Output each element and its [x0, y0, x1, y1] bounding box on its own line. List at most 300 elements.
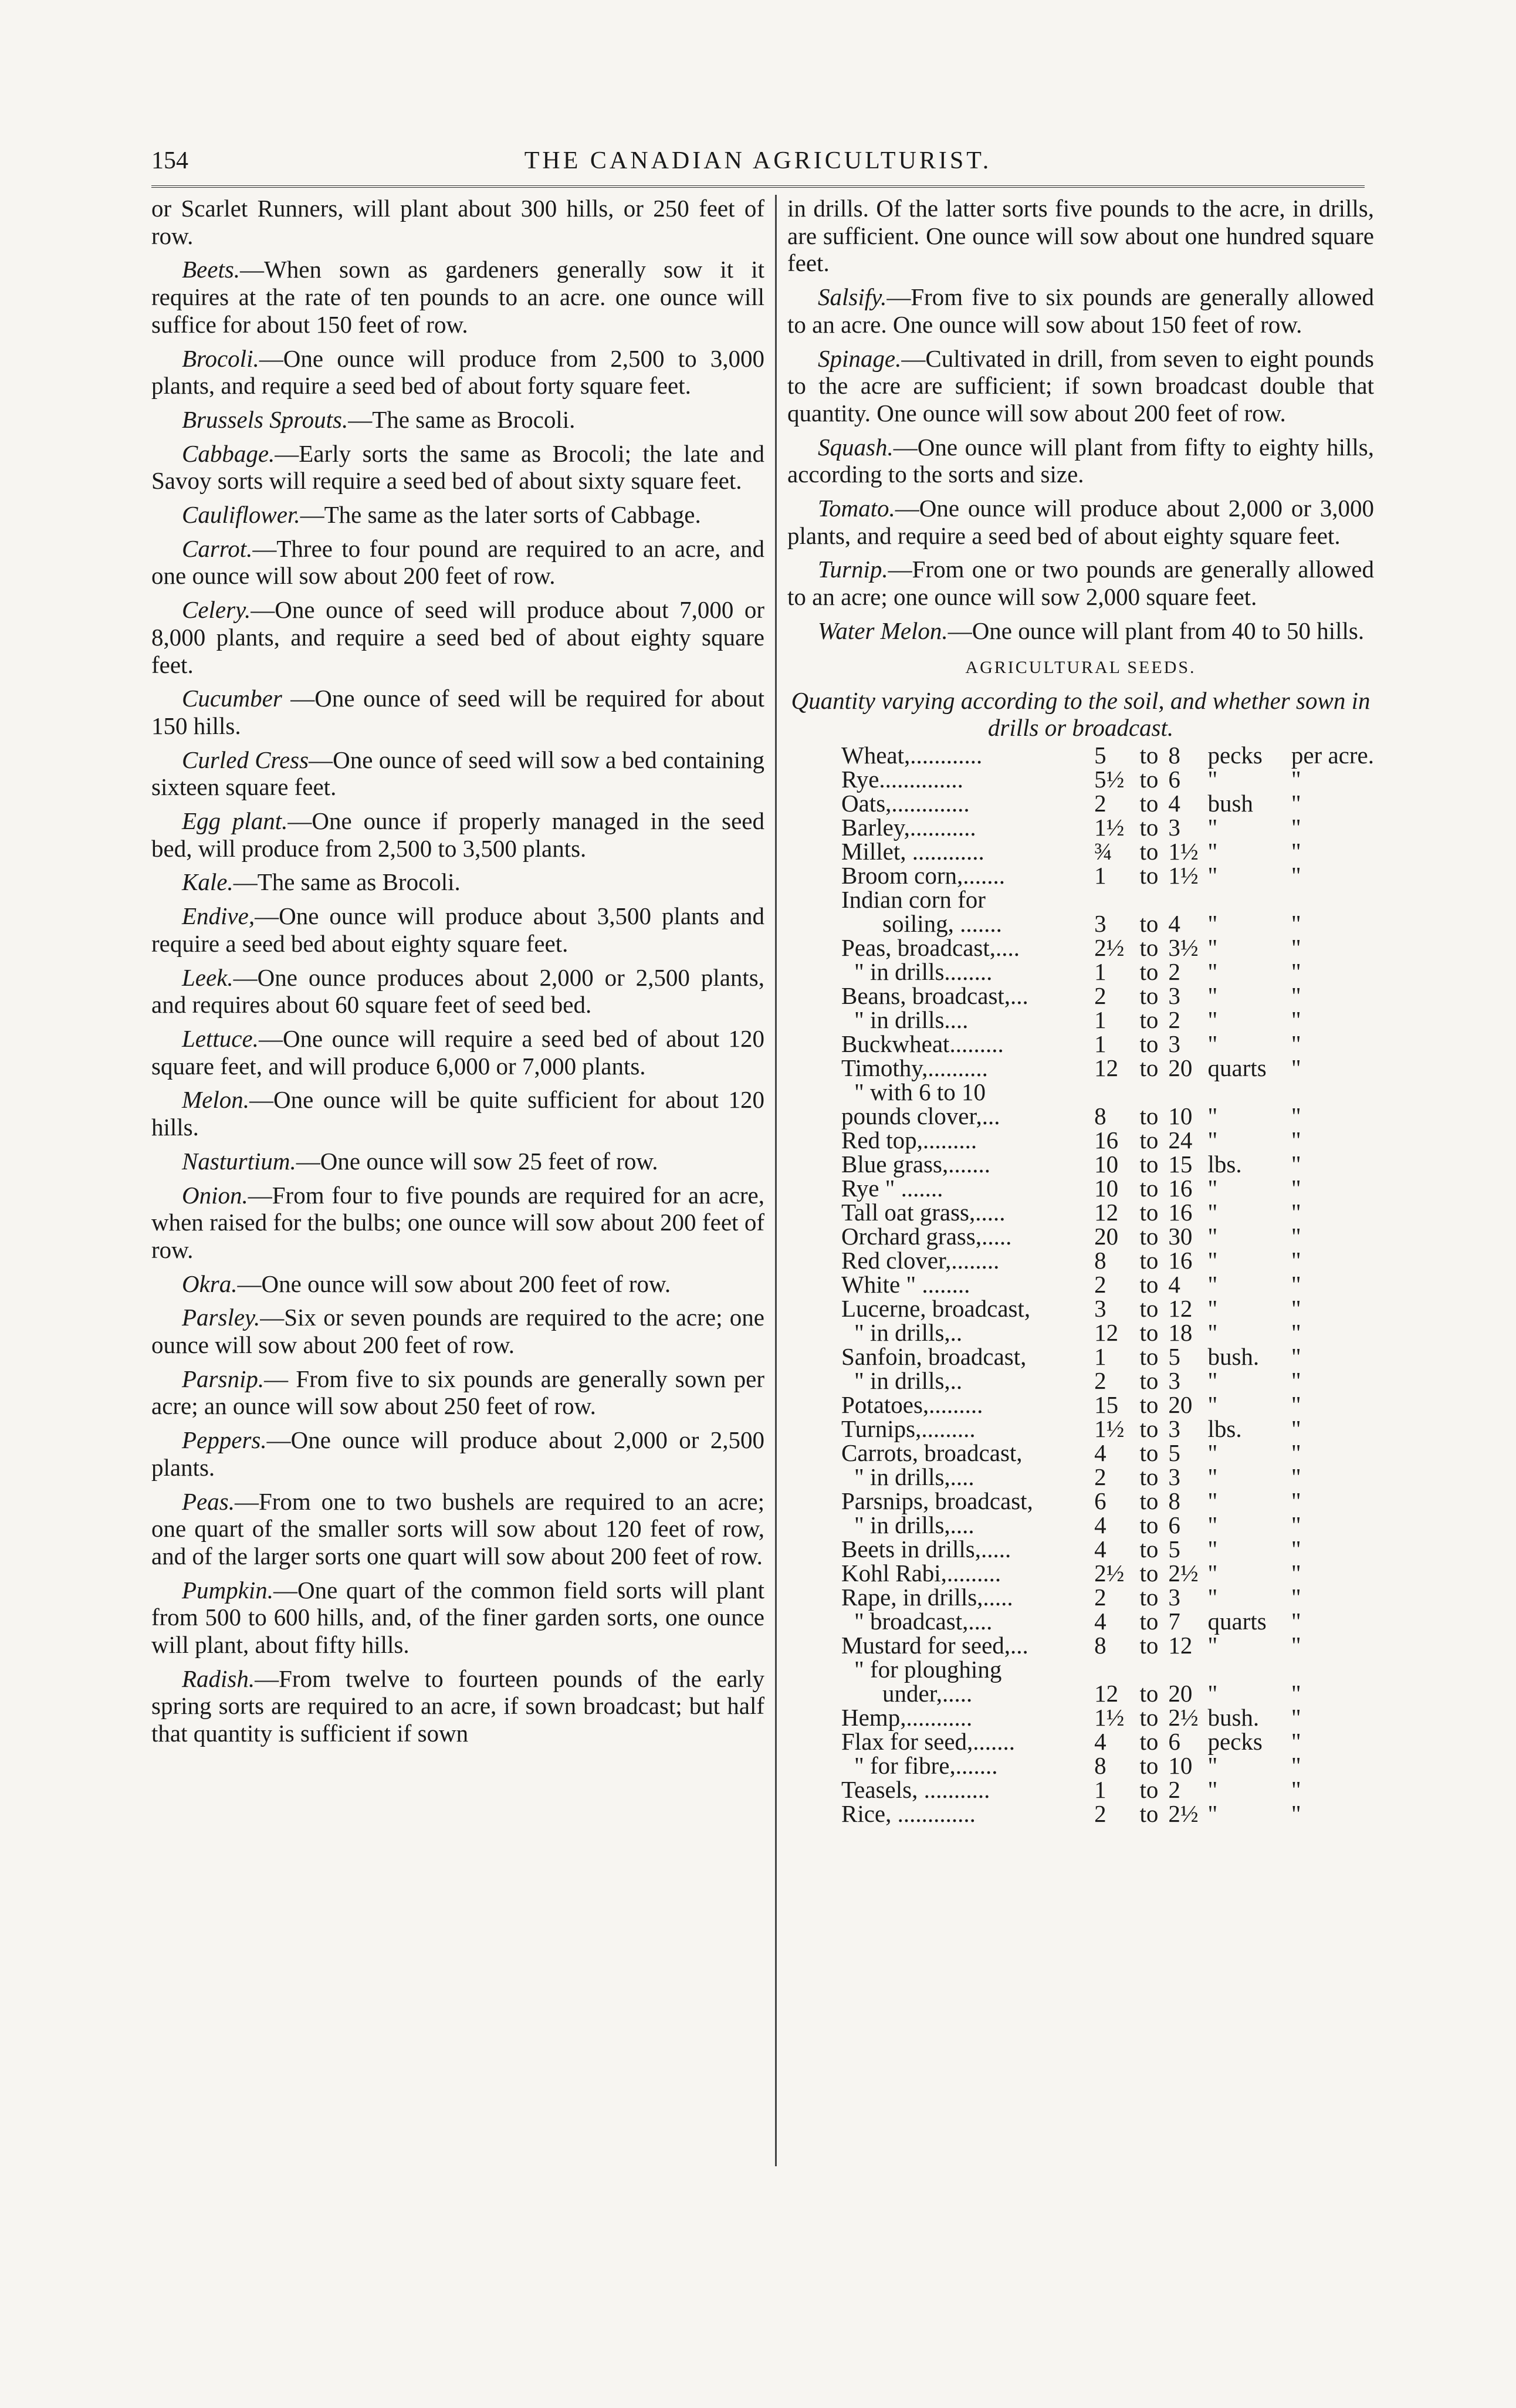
entry-text: —From five to six pounds are generally allowed to an acre. One ounce will sow about 150 feet of row.	[787, 283, 1374, 338]
seed-name: Timothy,..........	[841, 1054, 988, 1082]
quantity-per: "	[1291, 1680, 1301, 1707]
seed-name: Carrots, broadcast,	[841, 1439, 1023, 1467]
quantity-max: 2	[1168, 958, 1180, 986]
quantity-per: "	[1291, 1800, 1301, 1828]
table-row	[841, 1200, 1374, 1225]
quantity-min: 2	[1094, 790, 1106, 817]
entry-paragraph	[151, 1086, 764, 1141]
quantity-max: 2½	[1168, 1800, 1199, 1828]
entry-term: Squash.	[818, 433, 894, 461]
table-row	[841, 816, 1374, 840]
seed-name: Beets in drills,.....	[841, 1536, 1011, 1563]
quantity-to: to	[1139, 1415, 1159, 1443]
quantity-to: to	[1139, 1487, 1159, 1515]
seed-name: pounds clover,...	[841, 1102, 1000, 1130]
table-row	[841, 743, 1374, 767]
seed-name: Rye..............	[841, 766, 963, 793]
entry-paragraph	[787, 195, 1374, 277]
quantity-max: 2	[1168, 1776, 1180, 1804]
quantity-unit: "	[1207, 1319, 1218, 1347]
entry-term: Curled Cress	[182, 746, 309, 773]
table-row	[841, 912, 1374, 936]
entry-text: —One ounce will be quite sufficient for about 120 hills.	[151, 1086, 764, 1141]
quantity-per: "	[1291, 1102, 1301, 1130]
quantity-unit: "	[1207, 1487, 1218, 1515]
table-row	[841, 888, 1374, 912]
entry-text: —One ounce will sow 25 feet of row.	[296, 1147, 658, 1175]
quantity-unit: "	[1207, 766, 1218, 793]
table-row	[841, 1730, 1374, 1754]
table-row	[841, 1706, 1374, 1730]
quantity-min: 3	[1094, 1295, 1106, 1323]
quantity-to: to	[1139, 934, 1159, 962]
quantity-max: 3	[1168, 1584, 1180, 1611]
table-row	[841, 1441, 1374, 1465]
table-row	[841, 1754, 1374, 1778]
quantity-min: 5½	[1094, 766, 1125, 793]
table-row	[841, 864, 1374, 888]
entry-term: Pumpkin.	[182, 1576, 273, 1604]
quantity-to: to	[1139, 1102, 1159, 1130]
seed-name: Peas, broadcast,....	[841, 934, 1020, 962]
entry-text: —One ounce will sow about 200 feet of row.	[237, 1270, 671, 1297]
entry-text: —One ounce will plant from fifty to eighty hills, according to the sorts and size.	[787, 433, 1374, 488]
entry-term: Onion.	[182, 1181, 248, 1209]
entry-term: Endive,	[182, 902, 255, 930]
seed-name: Orchard grass,.....	[841, 1223, 1012, 1250]
quantity-to: to	[1139, 1343, 1159, 1371]
table-row	[841, 1080, 1374, 1104]
quantity-unit: "	[1207, 1511, 1218, 1539]
entry-text: —One ounce will plant from 40 to 50 hills.	[948, 617, 1365, 644]
quantity-unit: lbs.	[1207, 1415, 1242, 1443]
entry-paragraph	[151, 195, 764, 249]
quantity-max: 6	[1168, 1511, 1180, 1539]
table-row	[841, 1369, 1374, 1393]
table-row	[841, 1465, 1374, 1489]
quantity-unit: "	[1207, 1560, 1218, 1587]
quantity-max: 1½	[1168, 862, 1199, 890]
seed-name: Red top,.........	[841, 1127, 977, 1154]
seed-name: Indian corn for	[841, 886, 986, 914]
seed-name: Lucerne, broadcast,	[841, 1295, 1031, 1323]
quantity-unit: quarts	[1207, 1054, 1267, 1082]
quantity-min: 5	[1094, 742, 1106, 769]
table-row	[841, 960, 1374, 984]
quantity-to: to	[1139, 1367, 1159, 1395]
entry-term: Cucumber	[182, 685, 282, 712]
entry-term: Kale.	[182, 868, 234, 896]
quantity-to: to	[1139, 1175, 1159, 1202]
entry-text: —Early sorts the same as Brocoli; the late and Savoy sorts will require a seed bed of about sixty square feet.	[151, 439, 764, 495]
quantity-max: 4	[1168, 1271, 1180, 1298]
quantity-max: 8	[1168, 742, 1180, 769]
quantity-max: 16	[1168, 1199, 1193, 1226]
quantity-min: 12	[1094, 1054, 1119, 1082]
table-row	[841, 1225, 1374, 1249]
seed-name: Rape, in drills,.....	[841, 1584, 1013, 1611]
entry-paragraph	[151, 746, 764, 801]
quantity-unit: "	[1207, 1584, 1218, 1611]
entry-term: Lettuce.	[182, 1024, 259, 1052]
quantity-min: 6	[1094, 1487, 1106, 1515]
entry-text: —The same as the later sorts of Cabbage.	[300, 501, 701, 529]
quantity-unit: "	[1207, 1199, 1218, 1226]
quantity-min: 15	[1094, 1391, 1119, 1419]
quantity-unit: "	[1207, 1632, 1218, 1659]
quantity-unit: bush	[1207, 790, 1253, 817]
table-row	[841, 1682, 1374, 1706]
entry-paragraph	[151, 964, 764, 1019]
left-column	[151, 195, 764, 1754]
quantity-min: 8	[1094, 1752, 1106, 1780]
seed-name: Barley,...........	[841, 814, 976, 841]
quantity-to: to	[1139, 1054, 1159, 1082]
quantity-to: to	[1139, 1295, 1159, 1323]
quantity-to: to	[1139, 1006, 1159, 1034]
quantity-min: 4	[1094, 1608, 1106, 1635]
right-column-entries	[787, 195, 1374, 645]
quantity-min: 1	[1094, 1006, 1106, 1034]
quantity-max: 18	[1168, 1319, 1193, 1347]
quantity-min: 1	[1094, 1030, 1106, 1058]
entry-text: —One ounce will produce from 2,500 to 3,000 plants, and require a seed bed of about forty square feet.	[151, 344, 764, 400]
quantity-unit: bush.	[1207, 1343, 1260, 1371]
seed-name: Blue grass,.......	[841, 1151, 990, 1178]
quantity-min: 12	[1094, 1199, 1119, 1226]
entry-term: Spinage.	[818, 344, 902, 372]
quantity-unit: "	[1207, 1102, 1218, 1130]
table-row	[841, 1176, 1374, 1200]
quantity-min: 1	[1094, 1776, 1106, 1804]
quantity-per: "	[1291, 1295, 1301, 1323]
quantity-unit: "	[1207, 1367, 1218, 1395]
seed-name: Teasels, ...........	[841, 1776, 990, 1804]
entry-paragraph	[151, 1270, 764, 1298]
quantity-per: "	[1291, 1511, 1301, 1539]
quantity-to: to	[1139, 1127, 1159, 1154]
quantity-max: 3	[1168, 814, 1180, 841]
quantity-unit: "	[1207, 1752, 1218, 1780]
quantity-per: "	[1291, 766, 1301, 793]
quantity-per: "	[1291, 982, 1301, 1010]
quantity-min: 2½	[1094, 934, 1125, 962]
quantity-per: "	[1291, 1199, 1301, 1226]
quantity-unit: "	[1207, 1175, 1218, 1202]
quantity-unit: "	[1207, 1295, 1218, 1323]
seed-name: " in drills,..	[854, 1367, 963, 1395]
entry-text: —One ounce of seed will be required for about 150 hills.	[151, 685, 764, 739]
running-title: THE CANADIAN AGRICULTURIST.	[524, 147, 992, 174]
quantity-per: "	[1291, 1006, 1301, 1034]
seed-name: Beans, broadcast,...	[841, 982, 1028, 1010]
seed-name: Red clover,........	[841, 1247, 1000, 1274]
table-row	[841, 840, 1374, 864]
quantity-to: to	[1139, 1704, 1159, 1731]
quantity-to: to	[1139, 742, 1159, 769]
quantity-unit: "	[1207, 1271, 1218, 1298]
quantity-max: 30	[1168, 1223, 1193, 1250]
quantity-min: 4	[1094, 1536, 1106, 1563]
quantity-min: 1	[1094, 862, 1106, 890]
table-row	[841, 1249, 1374, 1273]
quantity-min: 12	[1094, 1680, 1119, 1707]
table-row	[841, 1008, 1374, 1032]
quantity-unit: "	[1207, 862, 1218, 890]
seed-name: " broadcast,....	[854, 1608, 993, 1635]
quantity-to: to	[1139, 1752, 1159, 1780]
entry-paragraph	[151, 685, 764, 739]
quantity-per: "	[1291, 1439, 1301, 1467]
quantity-max: 2	[1168, 1006, 1180, 1034]
entry-term: Cabbage.	[182, 439, 275, 467]
quantity-per: "	[1291, 1608, 1301, 1635]
seed-name: Kohl Rabi,.........	[841, 1560, 1001, 1587]
quantity-to: to	[1139, 1680, 1159, 1707]
quantity-max: 3½	[1168, 934, 1199, 962]
quantity-per: "	[1291, 1560, 1301, 1587]
entry-term: Carrot.	[182, 535, 253, 562]
seed-name: soiling, .......	[882, 910, 1002, 938]
quantity-to: to	[1139, 790, 1159, 817]
entry-text: —One ounce produces about 2,000 or 2,500 plants, and requires about 60 square feet of seed bed.	[151, 963, 764, 1019]
header-rule	[151, 185, 1365, 188]
table-row	[841, 1537, 1374, 1561]
quantity-min: 12	[1094, 1319, 1119, 1347]
quantity-to: to	[1139, 1319, 1159, 1347]
entry-paragraph	[787, 283, 1374, 338]
quantity-min: 10	[1094, 1175, 1119, 1202]
entry-paragraph	[151, 596, 764, 678]
quantity-max: 12	[1168, 1295, 1193, 1323]
table-caption: Quantity varying according to the soil, and whether sown in drills or broadcast.	[791, 687, 1371, 742]
quantity-max: 2½	[1168, 1560, 1199, 1587]
quantity-per: "	[1291, 1704, 1301, 1731]
entry-text: —When sown as gardeners generally sow it it requires at the rate of ten pounds to an acre. one ounce will suffice for about 150 feet of row.	[151, 256, 764, 338]
quantity-to: to	[1139, 1536, 1159, 1563]
quantity-per: "	[1291, 1584, 1301, 1611]
quantity-unit: "	[1207, 1030, 1218, 1058]
quantity-to: to	[1139, 766, 1159, 793]
quantity-max: 10	[1168, 1102, 1193, 1130]
entry-paragraph	[151, 1577, 764, 1659]
table-row	[841, 1393, 1374, 1417]
entry-text: —One ounce will produce about 2,000 or 3,000 plants, and require a seed bed of about eighty square feet.	[787, 495, 1374, 549]
quantity-max: 12	[1168, 1632, 1193, 1659]
entry-text: —One ounce of seed will produce about 7,000 or 8,000 plants, and require a seed bed of about eighty square feet.	[151, 596, 764, 678]
right-column	[787, 195, 1374, 1826]
quantity-per: "	[1291, 814, 1301, 841]
entry-term: Salsify.	[818, 283, 887, 311]
quantity-per: "	[1291, 1752, 1301, 1780]
seed-name: Millet, ............	[841, 838, 984, 865]
seed-name: Broom corn,.......	[841, 862, 1005, 890]
seed-name: Tall oat grass,.....	[841, 1199, 1006, 1226]
quantity-unit: quarts	[1207, 1608, 1267, 1635]
quantity-to: to	[1139, 1608, 1159, 1635]
page-header	[151, 147, 1365, 180]
seed-name: " for fibre,.......	[854, 1752, 998, 1780]
table-row	[841, 1056, 1374, 1080]
quantity-to: to	[1139, 1271, 1159, 1298]
entry-term: Brussels Sprouts.	[182, 405, 348, 433]
quantity-per: "	[1291, 958, 1301, 986]
quantity-per: "	[1291, 1367, 1301, 1395]
entry-paragraph	[151, 406, 764, 434]
quantity-min: 10	[1094, 1151, 1119, 1178]
entry-term: Cauliflower.	[182, 501, 300, 529]
quantity-unit: "	[1207, 910, 1218, 938]
quantity-max: 8	[1168, 1487, 1180, 1515]
quantity-max: 6	[1168, 1728, 1180, 1756]
entry-paragraph	[151, 1182, 764, 1264]
quantity-per: "	[1291, 1415, 1301, 1443]
entry-term: Egg plant.	[182, 807, 288, 835]
quantity-max: 1½	[1168, 838, 1199, 865]
entry-paragraph	[151, 345, 764, 400]
table-row	[841, 1802, 1374, 1826]
seed-name: Turnips,.........	[841, 1415, 976, 1443]
entry-term: Leek.	[182, 963, 234, 991]
entry-paragraph	[151, 902, 764, 957]
quantity-unit: pecks	[1207, 1728, 1263, 1756]
quantity-max: 16	[1168, 1247, 1193, 1274]
entry-text: —From four to five pounds are required for an acre, when raised for the bulbs; one ounce will sow about 200 feet of row.	[151, 1181, 764, 1263]
quantity-to: to	[1139, 1560, 1159, 1587]
entry-paragraph	[151, 1304, 764, 1358]
quantity-per: "	[1291, 1391, 1301, 1419]
quantity-max: 24	[1168, 1127, 1193, 1154]
seed-name: Mustard for seed,...	[841, 1632, 1028, 1659]
quantity-unit: "	[1207, 958, 1218, 986]
quantity-unit: lbs.	[1207, 1151, 1242, 1178]
table-row	[841, 1633, 1374, 1658]
quantity-per: "	[1291, 1151, 1301, 1178]
entry-term: Parsnip.	[182, 1365, 265, 1392]
quantity-unit: bush.	[1207, 1704, 1260, 1731]
quantity-per: "	[1291, 1175, 1301, 1202]
quantity-unit: "	[1207, 1006, 1218, 1034]
entry-paragraph	[151, 1488, 764, 1570]
seed-name: Flax for seed,.......	[841, 1728, 1016, 1756]
quantity-to: to	[1139, 838, 1159, 865]
quantity-unit: "	[1207, 1536, 1218, 1563]
quantity-min: 1	[1094, 958, 1106, 986]
entry-paragraph	[151, 868, 764, 896]
quantity-per: "	[1291, 934, 1301, 962]
entry-term: Peppers.	[182, 1426, 267, 1454]
section-heading: AGRICULTURAL SEEDS.	[965, 657, 1196, 677]
entry-text: or Scarlet Runners, will plant about 300 hills, or 250 feet of row.	[151, 195, 764, 249]
entry-paragraph	[787, 556, 1374, 610]
quantity-per: "	[1291, 1247, 1301, 1274]
table-row	[841, 984, 1374, 1008]
quantity-min: ¾	[1094, 838, 1112, 865]
entry-paragraph	[151, 1365, 764, 1420]
quantity-unit: "	[1207, 982, 1218, 1010]
entry-paragraph	[151, 1025, 764, 1080]
entry-text: —One ounce will produce about 2,000 or 2,500 plants.	[151, 1426, 764, 1481]
quantity-min: 4	[1094, 1439, 1106, 1467]
entry-term: Water Melon.	[818, 617, 948, 644]
quantity-unit: pecks	[1207, 742, 1263, 769]
quantity-per: "	[1291, 862, 1301, 890]
entry-term: Peas.	[182, 1487, 235, 1515]
seed-name: Oats,.............	[841, 790, 970, 817]
seed-name: " in drills,..	[854, 1319, 963, 1347]
quantity-to: to	[1139, 1511, 1159, 1539]
table-row	[841, 1152, 1374, 1176]
quantity-max: 3	[1168, 1030, 1180, 1058]
table-row	[841, 1585, 1374, 1609]
quantity-max: 15	[1168, 1151, 1193, 1178]
entry-text: —From twelve to fourteen pounds of the early spring sorts are required to an acre, if sown broadcast; but half that quantity is sufficient if sown	[151, 1665, 764, 1747]
quantity-to: to	[1139, 814, 1159, 841]
table-row	[841, 1778, 1374, 1802]
entry-text: in drills. Of the latter sorts five pounds to the acre, in drills, are sufficient. One ounce will sow about one hundred square feet.	[787, 195, 1374, 277]
quantity-unit: "	[1207, 1391, 1218, 1419]
quantity-max: 6	[1168, 766, 1180, 793]
quantity-to: to	[1139, 862, 1159, 890]
table-row	[841, 1032, 1374, 1056]
quantity-per: "	[1291, 1343, 1301, 1371]
entry-paragraph	[151, 807, 764, 862]
quantity-to: to	[1139, 1776, 1159, 1804]
quantity-max: 16	[1168, 1175, 1193, 1202]
entry-paragraph	[151, 256, 764, 338]
seed-name: Rice, .............	[841, 1800, 976, 1828]
entry-paragraph	[787, 495, 1374, 549]
quantity-per: "	[1291, 790, 1301, 817]
quantity-per: "	[1291, 1487, 1301, 1515]
page-number: 154	[151, 147, 188, 174]
seed-name: Rye " .......	[841, 1175, 943, 1202]
entry-paragraph	[787, 434, 1374, 488]
quantity-max: 5	[1168, 1439, 1180, 1467]
quantity-to: to	[1139, 1391, 1159, 1419]
entry-paragraph	[151, 501, 764, 529]
entry-text: —Three to four pound are required to an acre, and one ounce will sow about 200 feet of row.	[151, 535, 764, 590]
quantity-min: 1½	[1094, 1704, 1125, 1731]
table-row	[841, 1297, 1374, 1321]
quantity-to: to	[1139, 982, 1159, 1010]
seed-name: " for ploughing	[854, 1656, 1002, 1683]
seed-name: " in drills,....	[854, 1511, 974, 1539]
table-row	[841, 1489, 1374, 1513]
quantity-max: 10	[1168, 1752, 1193, 1780]
seed-name: Wheat,............	[841, 742, 983, 769]
quantity-unit: "	[1207, 1439, 1218, 1467]
seed-name: Parsnips, broadcast,	[841, 1487, 1033, 1515]
entry-paragraph	[151, 1426, 764, 1481]
entry-text: —One ounce if properly managed in the seed bed, will produce from 2,500 to 3,500 plants.	[151, 807, 764, 862]
entry-text: — From five to six pounds are generally sown per acre; an ounce will sow about 250 feet of row.	[151, 1365, 764, 1420]
table-row	[841, 1345, 1374, 1369]
seed-name: " in drills........	[854, 958, 993, 986]
entry-term: Nasturtium.	[182, 1147, 296, 1175]
entry-text: —One ounce will produce about 3,500 plants and require a seed bed about eighty square feet.	[151, 902, 764, 957]
entry-paragraph	[787, 617, 1374, 645]
quantity-per: "	[1291, 1536, 1301, 1563]
quantity-to: to	[1139, 1584, 1159, 1611]
quantity-min: 2	[1094, 1271, 1106, 1298]
table-row	[841, 1104, 1374, 1128]
entry-text: —From one to two bushels are required to an acre; one quart of the smaller sorts will sow about 120 feet of row, and of the larger sorts one quart will sow about 200 feet of row.	[151, 1487, 764, 1570]
quantity-unit: "	[1207, 1223, 1218, 1250]
table-row	[841, 936, 1374, 960]
quantity-to: to	[1139, 1463, 1159, 1491]
table-row	[841, 1417, 1374, 1441]
